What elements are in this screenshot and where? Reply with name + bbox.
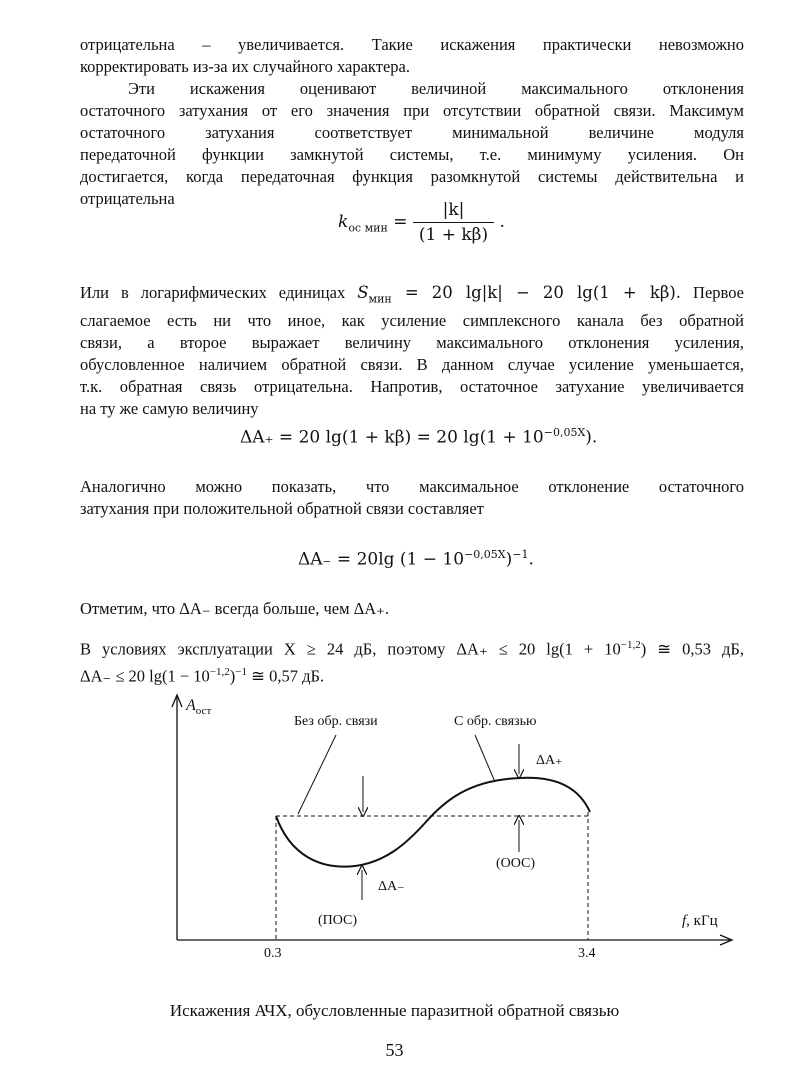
- formula-eq: =: [387, 212, 413, 232]
- text-line: остаточного затухания от его значения при отсутствии обратной связи. Максимум: [80, 101, 744, 120]
- label-delta-plus: ΔA₊: [536, 753, 563, 768]
- math-sub: мин: [368, 292, 392, 306]
- text-line: на ту же самую величину: [80, 399, 259, 419]
- leader-with-fb: [475, 735, 495, 782]
- formula-tail: .: [528, 549, 534, 570]
- text-line: т.к. обратная связь отрицательна. Напротив, остаточное затухание увеличивается: [80, 377, 744, 397]
- math-exponent: −1,2: [620, 639, 641, 651]
- formula-lhs-sub: ос мин: [348, 221, 388, 235]
- formula-tail: ).: [585, 427, 598, 448]
- x-axis-label: [682, 913, 718, 930]
- x-tick-0-3: 0.3: [264, 946, 282, 961]
- response-curve: [276, 778, 590, 867]
- y-axis-label: [186, 697, 211, 717]
- label-delta-minus: ΔA₋: [378, 879, 405, 894]
- text-fragment: В условиях эксплуатации X ≥ 24 дБ, поэтому ΔA₊ ≤ 20 lg(1 + 10: [80, 639, 621, 659]
- text-fragment: Или в логарифмических единицах: [80, 283, 346, 302]
- text-line: Аналогично можно показать, что максимальное отклонение остаточного: [80, 477, 744, 496]
- math-symbol: S: [357, 283, 369, 302]
- x-axis-symbol: f: [682, 913, 687, 929]
- leader-no-fb: [298, 735, 336, 814]
- label-pos: (ПОС): [318, 913, 358, 928]
- text-fragment: ): [229, 666, 236, 685]
- text-line: Отметим, что ΔA₋ всегда больше, чем ΔA₊.: [80, 599, 389, 618]
- label-with-feedback: С обр. связью: [454, 714, 537, 729]
- text-fragment: Первое: [693, 283, 744, 302]
- text-line: остаточного затухания соответствует минимальной величине модуля: [80, 123, 744, 142]
- text-line: достигается, когда передаточная функция разомкнутой системы действительна и: [80, 167, 744, 186]
- text-line: корректировать из-за их случайного характера.: [80, 57, 410, 76]
- math-exponent-2: −1: [235, 665, 247, 678]
- text-line: обусловленное наличием обратной связи. В данном случае усиление уменьшается,: [80, 355, 744, 375]
- text-line: Эти искажения оценивают величиной максимального отклонения: [128, 79, 744, 98]
- text-line: затухания при положительной обратной связи составляет: [80, 499, 484, 518]
- figure-caption: Искажения АЧХ, обусловленные паразитной обратной связью: [169, 1001, 620, 1020]
- formula-body: ΔA₋ = 20lg (1 − 10: [298, 549, 465, 570]
- fraction-denominator: (1 + kβ): [418, 225, 489, 245]
- label-oos: (ООС): [496, 856, 536, 871]
- formula-tail: .: [494, 212, 505, 232]
- y-axis-symbol: A: [186, 697, 196, 714]
- text-line: отрицательна – увеличивается. Такие искажения практически невозможно: [80, 35, 744, 54]
- fraction-numerator: |k|: [413, 200, 494, 223]
- formula-body: ΔA₊ = 20 lg(1 + kβ) = 20 lg(1 + 10: [240, 427, 544, 448]
- text-line: связи, а второе выражает величину максимального отклонения усиления,: [80, 333, 744, 353]
- formula-mid: ): [505, 549, 513, 570]
- math-exponent: −1,2: [209, 665, 230, 678]
- text-fragment: ≅ 0,57 дБ.: [247, 666, 325, 685]
- text-fragment: ΔA₋ ≤ 20 lg(1 − 10: [80, 666, 210, 685]
- text-fragment: ) ≅ 0,53 дБ,: [640, 639, 744, 659]
- x-tick-3-4: 3.4: [578, 946, 596, 961]
- formula-exponent-2: −1: [512, 548, 529, 561]
- page-number: 53: [385, 1040, 404, 1060]
- math-rest: = 20 lg|k| − 20 lg(1 + kβ).: [391, 283, 682, 302]
- x-axis-unit: , кГц: [686, 913, 718, 929]
- formula-exponent: −0,05X: [543, 426, 586, 439]
- text-line: отрицательна: [80, 189, 175, 208]
- y-axis-sub: ост: [195, 705, 212, 718]
- text-line: слагаемое есть ни что иное, как усиление симплексного канала без обратной: [80, 311, 744, 331]
- formula-lhs: k: [338, 212, 349, 232]
- text-line: передаточной функции замкнутой системы, т.е. минимуму усиления. Он: [80, 145, 744, 164]
- formula-exponent: −0,05X: [464, 548, 506, 561]
- label-no-feedback: Без обр. связи: [294, 714, 378, 729]
